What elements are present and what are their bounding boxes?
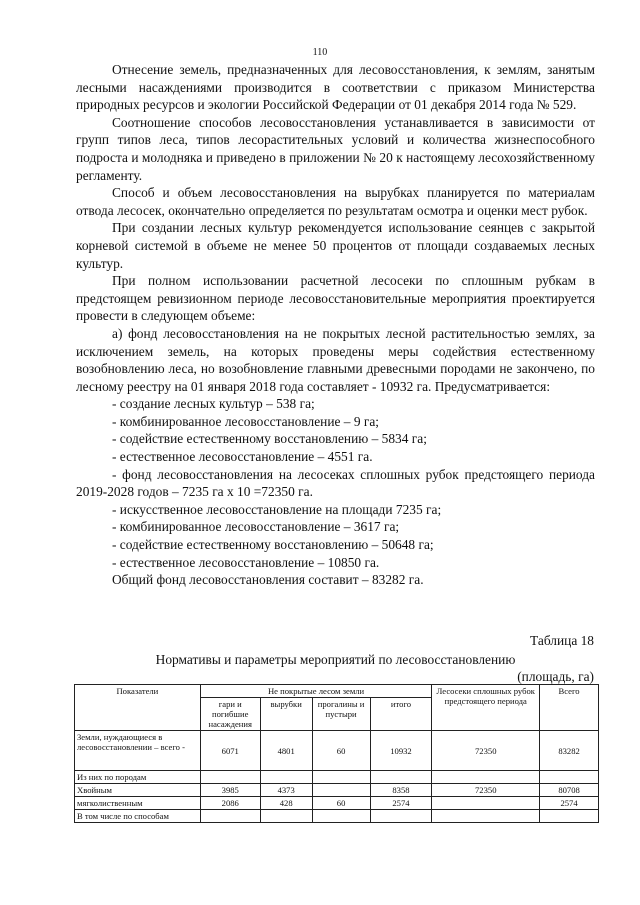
list-item: - создание лесных культур – 538 га; — [112, 396, 315, 412]
cell-value: 3985 — [200, 784, 260, 797]
cell-value: 10932 — [370, 731, 432, 771]
cell-value: 4373 — [260, 784, 312, 797]
list-item: - комбинированное лесовосстановление – 9 га; — [112, 413, 380, 429]
table-unit: (площадь, га) — [517, 669, 594, 684]
cell-value: 8358 — [370, 784, 432, 797]
row-label: Земли, нуждающиеся в лесовосстановлении – всего - — [75, 731, 201, 771]
paragraph: Соотношение способов лесовосстановления устанавливается в зависимости от групп типов леса, типов лесорастительных условий и количества жизнеспособного подроста и молодняка и приведено в приложении № 20 к настоящему лесохозяйственному регламенту. — [76, 114, 595, 183]
cell-value: 60 — [312, 797, 370, 810]
cell-value: 72350 — [432, 784, 540, 797]
cell-value: 4801 — [260, 731, 312, 771]
cell-value: 80708 — [540, 784, 599, 797]
list-item: - фонд лесовосстановления на лесосеках сплошных рубок предстоящего периода 2019-2028 годов – 7235 га х 10 =72350 га. — [76, 466, 595, 500]
table-number: Таблица 18 — [530, 633, 594, 648]
header-burnt: гари и погибшие насаждения — [200, 698, 260, 731]
header-sum: итого — [370, 698, 432, 731]
cell-value: 72350 — [432, 731, 540, 771]
cell-value — [432, 797, 540, 810]
table-row — [75, 810, 599, 823]
header-clearcuts: Лесосеки сплошных рубок предстоящего периода — [432, 685, 540, 731]
cell-value — [312, 784, 370, 797]
row-label: мягколиственным — [75, 797, 201, 810]
row-label: Хвойным — [75, 784, 201, 797]
table-row — [75, 797, 599, 810]
cell-value — [370, 810, 432, 823]
header-glades: прогалины и пустыри — [312, 698, 370, 731]
cell-value — [540, 771, 599, 784]
cell-value: 60 — [312, 731, 370, 771]
list-item: - искусственное лесовосстановление на площади 7235 га; — [112, 501, 442, 517]
cell-value — [260, 771, 312, 784]
paragraph: Способ и объем лесовосстановления на вырубках планируется по материалам отвода лесосек, окончательно определяется по результатам осмотра и оценки мест рубок. — [76, 185, 595, 218]
cell-value — [540, 810, 599, 823]
table-title: Нормативы и параметры мероприятий по лесовосстановлению — [155, 652, 516, 667]
cell-value: 2574 — [370, 797, 432, 810]
cell-value: 6071 — [200, 731, 260, 771]
data-table — [74, 684, 599, 823]
header-total: Всего — [540, 685, 599, 731]
cell-value — [200, 810, 260, 823]
cell-value: 2086 — [200, 797, 260, 810]
page-number: 110 — [312, 47, 328, 58]
table-header-row — [75, 685, 599, 698]
body-text — [76, 61, 595, 589]
header-cutovers: вырубки — [260, 698, 312, 731]
cell-value — [370, 771, 432, 784]
cell-value: 2574 — [540, 797, 599, 810]
header-uncovered-lands: Не покрытые лесом земли — [200, 685, 432, 698]
list-item: - комбинированное лесовосстановление – 3617 га; — [112, 519, 400, 535]
row-label: Из них по породам — [75, 771, 201, 784]
list-item: - содействие естественному восстановлению – 5834 га; — [112, 431, 427, 447]
table-row — [75, 784, 599, 797]
table-row — [75, 771, 599, 784]
cell-value — [312, 771, 370, 784]
paragraph: При создании лесных культур рекомендуется использование сеянцев с закрытой корневой системой в объеме не менее 50 процентов от площади создаваемых лесных культур. — [76, 220, 595, 271]
cell-value: 83282 — [540, 731, 599, 771]
cell-value: 428 — [260, 797, 312, 810]
list-item: - естественное лесовосстановление – 10850 га. — [112, 554, 380, 570]
cell-value — [260, 810, 312, 823]
cell-value — [200, 771, 260, 784]
table-row — [75, 731, 599, 771]
paragraph: При полном использовании расчетной лесосеки по сплошным рубкам в предстоящем ревизионном периоде лесовосстановительные мероприятия проектируется провести в следующем объеме: — [76, 273, 595, 324]
paragraph: а) фонд лесовосстановления на не покрытых лесной растительностью землях, за исключением земель, на которых проведены меры содействия естественному возобновлению леса, но возобновление главными древесными породами не закончено, по лесному реестру на 01 января 2018 года составляет - 10932 га. Предусматривается: — [76, 325, 595, 394]
cell-value — [432, 771, 540, 784]
header-indicators: Показатели — [75, 685, 201, 731]
cell-value — [312, 810, 370, 823]
list-item: - содействие естественному восстановлению – 50648 га; — [112, 537, 434, 553]
paragraph: Общий фонд лесовосстановления составит – 83282 га. — [112, 572, 424, 588]
cell-value — [432, 810, 540, 823]
paragraph: Отнесение земель, предназначенных для лесовосстановления, к землям, занятым лесными насаждениями производится в соответствии с приказом Министерства природных ресурсов и экологии Российской Федерации от 01 декабря 2014 года № 529. — [76, 62, 595, 113]
list-item: - естественное лесовосстановление – 4551 га. — [112, 449, 373, 465]
row-label: В том числе по способам — [75, 810, 201, 823]
